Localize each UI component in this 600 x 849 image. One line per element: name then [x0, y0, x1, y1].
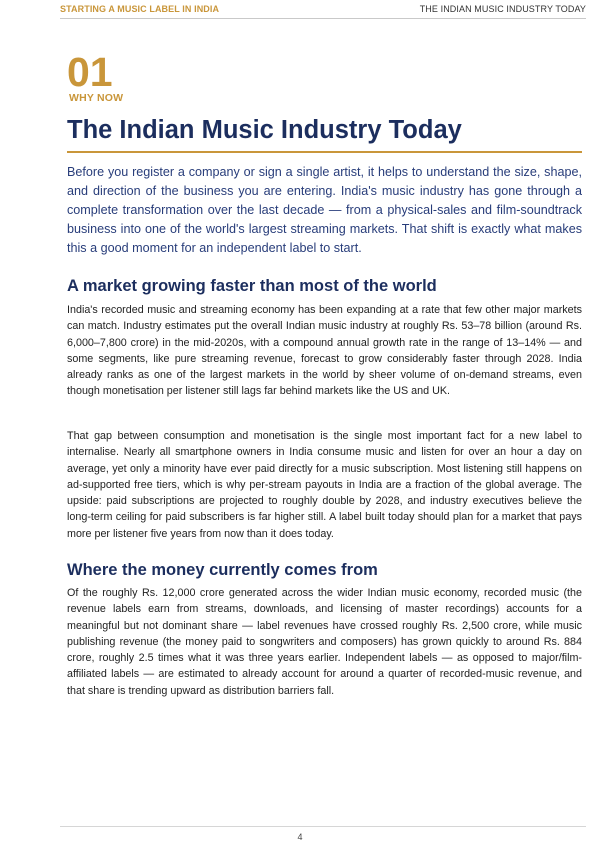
chapter-title: The Indian Music Industry Today	[67, 116, 462, 144]
body-paragraph: India's recorded music and streaming economy has been expanding at a rate that few other major markets can match. Industry estimates put the overall Indian music industry at roughly Rs. 53–78 billion (around Rs. 6,000–7,800 crore) in the mid-2020s, with a compound annual growth rate in the range of 13–14% — and some segments, like pure streaming revenue, forecast to grow considerably faster through 2028. India already ranks as one of the largest markets in the world by sheer volume of on-demand streams, even though monetisation per listener still lags far behind markets like the US and UK.	[67, 304, 582, 398]
lead-paragraph: Before you register a company or sign a single artist, it helps to understand the size, shape, and direction of the business you are entering. India's music industry has gone through a complete transformation over the last decade — from a physical-sales and film-soundtrack business into one of the world's largest streaming markets. That shift is exactly what makes this a good moment for an independent label to start.	[67, 165, 582, 255]
section-heading-revenue-sources: Where the money currently comes from	[67, 561, 378, 579]
running-header-chapter-title: THE INDIAN MUSIC INDUSTRY TODAY	[419, 4, 586, 14]
footer-divider	[60, 826, 586, 827]
section-heading-market-growth: A market growing faster than most of the world	[67, 277, 437, 295]
running-header-book-title: STARTING A MUSIC LABEL IN INDIA	[60, 4, 220, 14]
body-paragraph: That gap between consumption and monetisation is the single most important fact for a new label to internalise. Nearly all smartphone owners in India consume music and listen for over an hour a day on average, yet only a minority have ever paid directly for a music subscription. Most listening still happens on ad-supported free tiers, which is why per-stream payouts in India are a fraction of the global average. The upside: paid subscriptions are projected to roughly double by 2028, and industry executives believe the long-term ceiling for paid subscribers is far higher still. A label built today should plan for a market that pays more per listener five years from now than it does today.	[67, 430, 582, 540]
chapter-kicker: WHY NOW	[69, 92, 124, 104]
chapter-number: 01	[67, 49, 113, 95]
page-number: 4	[297, 832, 303, 842]
body-paragraph: Of the roughly Rs. 12,000 crore generated across the wider Indian music economy, recorded music (the revenue labels earn from streams, downloads, and licensing of master recordings) accounts for a meaningful but not dominant share — label revenues have crossed roughly Rs. 2,500 crore, while music publishing revenue (the money paid to songwriters and composers) has grown quickly to around Rs. 884 crore, roughly 2.5 times what it was three years earlier. Independent labels — as opposed to major/film-affiliated labels — are estimated to already account for around a quarter of recorded-music revenue, and that share is trending upward as distribution barriers fall.	[67, 587, 582, 697]
running-header	[60, 0, 586, 19]
title-divider	[67, 151, 582, 153]
